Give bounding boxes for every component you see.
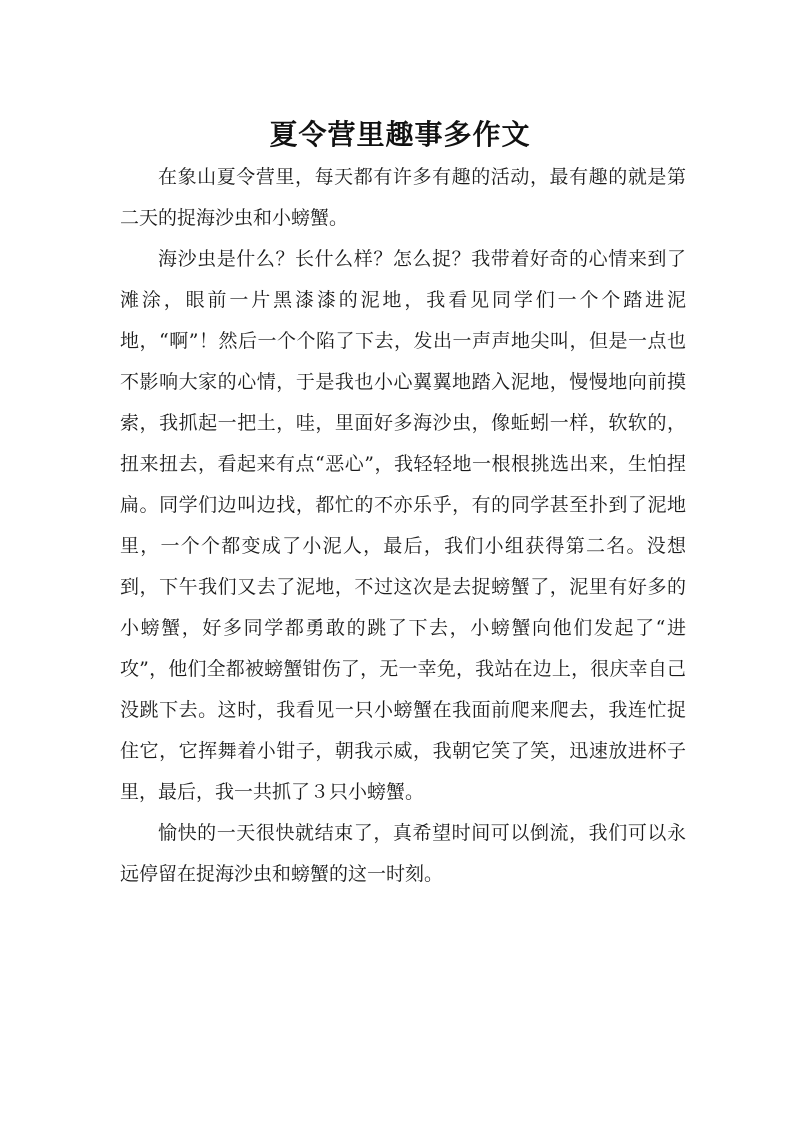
document-title: 夏令营里趣事多作文 xyxy=(269,117,531,151)
paragraph-conclusion: 愉快的一天很快就结束了，真希望时间可以倒流，我们可以永远停留在捉海沙虫和螃蟹的这一时刻。 xyxy=(120,822,686,885)
paragraph-intro: 在象山夏令营里，每天都有许多有趣的活动，最有趣的就是第二天的捉海沙虫和小螃蟹。 xyxy=(120,166,686,229)
document-body xyxy=(120,157,686,895)
paragraph-main: 海沙虫是什么？长什么样？怎么捉？我带着好奇的心情来到了滩涂，眼前一片黑漆漆的泥地，我看见同学们一个个踏进泥地，“啊”！然后一个个陷了下去，发出一声声地尖叫，但是一点也不影响大家的心情，于是我也小心翼翼地踏入泥地，慢慢地向前摸索，我抓起一把土，哇，里面好多海沙虫，像蚯蚓一样，软软的，扭来扭去，看起来有点“恶心”，我轻轻地一根根挑选出来，生怕捏扁。同学们边叫边找，都忙的不亦乐乎，有的同学甚至扑到了泥地里，一个个都变成了小泥人，最后，我们小组获得第二名。没想到，下午我们又去了泥地，不过这次是去捉螃蟹了，泥里有好多的小螃蟹，好多同学都勇敢的跳了下去，小螃蟹向他们发起了“进攻”，他们全都被螃蟹钳伤了，无一幸免，我站在边上，很庆幸自己没跳下去。这时，我看见一只小螃蟹在我面前爬来爬去，我连忙捉住它，它挥舞着小钳子，朝我示威，我朝它笑了笑，迅速放进杯子里，最后，我一共抓了３只小螃蟹。 xyxy=(120,248,686,803)
